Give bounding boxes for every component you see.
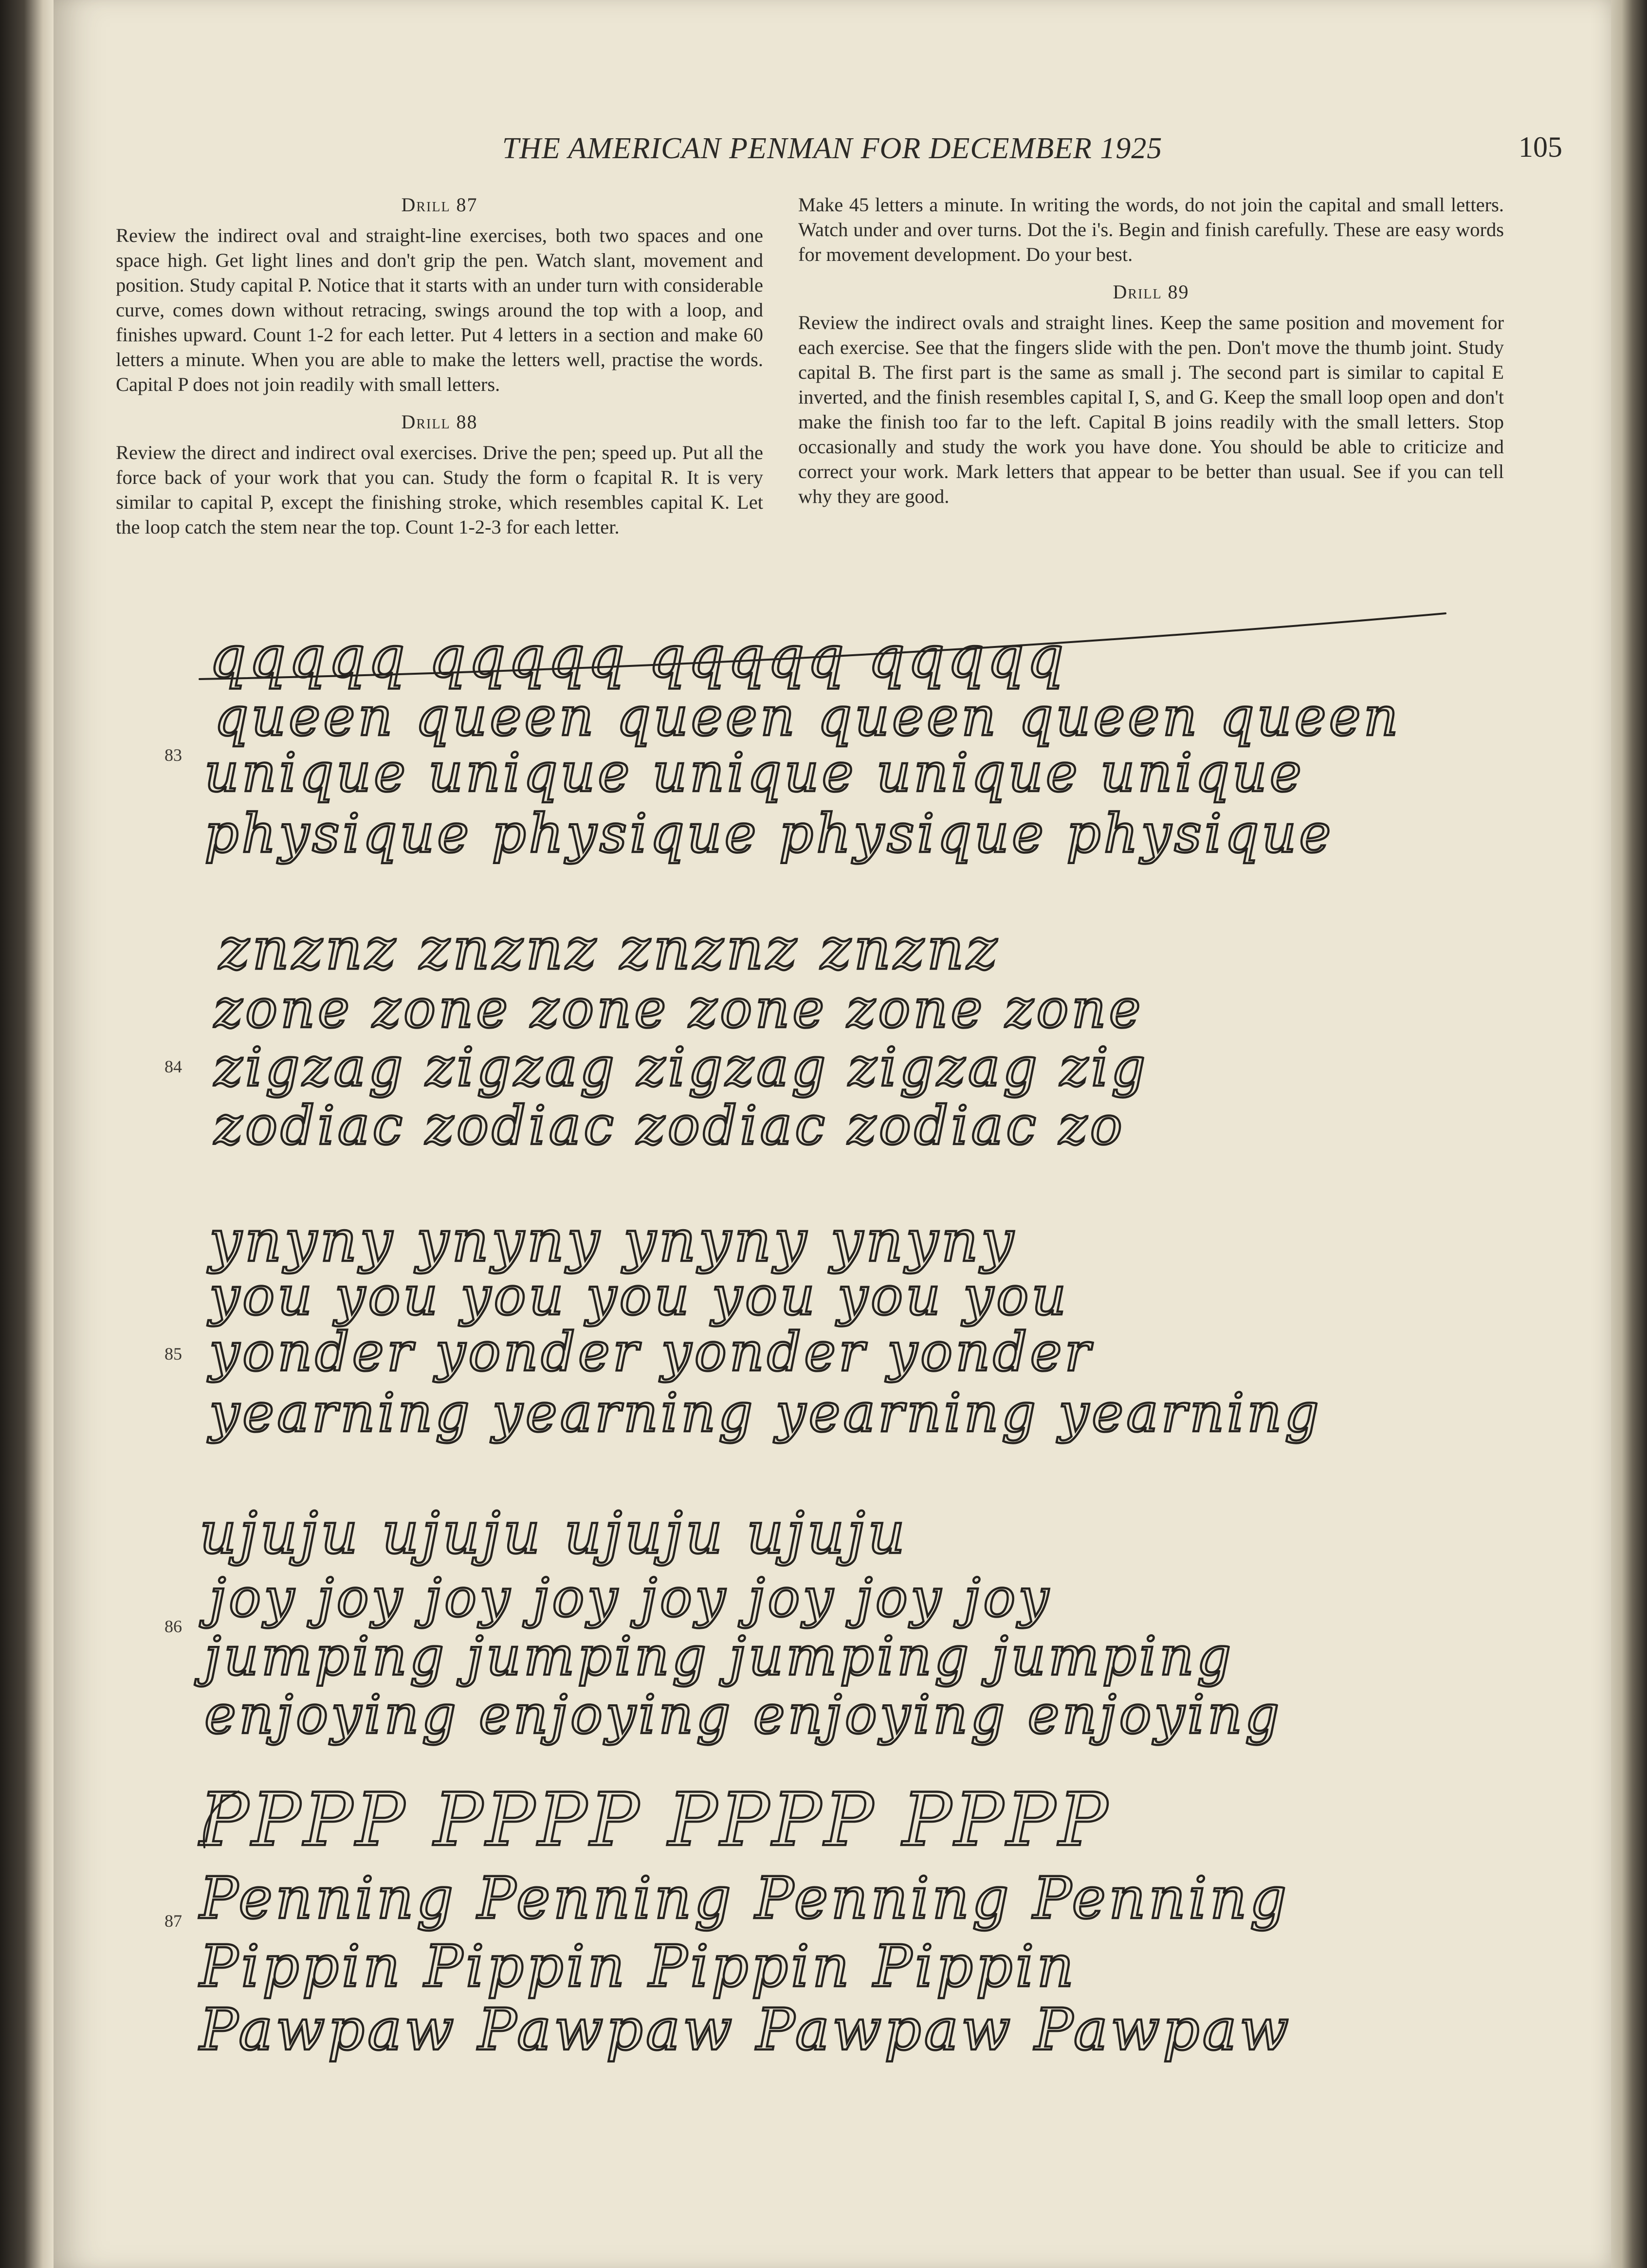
specimen-line: enjoying enjoying enjoying enjoying bbox=[204, 1683, 1282, 1746]
specimen-line: you you you you you you you bbox=[209, 1265, 1069, 1327]
specimen-number-84: 84 bbox=[165, 1057, 182, 1076]
specimen-line: zone zone zone zone zone zone bbox=[214, 977, 1144, 1040]
book-page bbox=[54, 0, 1611, 2268]
drill-87-text: Review the indirect oval and straight-line exercises, both two spaces and one space high. Get light lines and don't grip the pen. Watch slant, movement and position. Study capital P. Notice that it starts with an under turn with considerable curve, comes down without retracing, swings around the top with a loop, and finishes upward. Count 1-2 for each letter. Put 4 letters in a section and make 60 letters a minute. When you are able to make the letters well, practise the words. Capital P does not join readily with small letters. bbox=[116, 224, 763, 395]
specimen-line: zodiac zodiac zodiac zodiac zo bbox=[214, 1094, 1125, 1157]
specimen-line: ujuju ujuju ujuju ujuju bbox=[200, 1499, 908, 1567]
page-number: 105 bbox=[1519, 131, 1562, 163]
specimen-number-85: 85 bbox=[165, 1344, 182, 1364]
page-edge-shadow bbox=[1611, 0, 1647, 2268]
drill-89-title: Drill 89 bbox=[1113, 281, 1190, 303]
specimen-group-85 bbox=[207, 1207, 1322, 1444]
drill-89-text: Review the indirect ovals and straight lines. Keep the same position and movement for each exercise. See that the fingers slide with the pen. Don't move the thumb joint. Study capital B. The first part is the same as small j. The second part is similar to capital E inverted, and the finish resembles capital I, S, and G. Keep the small loop open and don't make the finish too far to the left. Capital B joins readily with the small letters. Stop occasionally and study the work you have done. You should be able to criticize and correct your work. Mark letters that appear to be better than usual. See if you can tell why they are good. bbox=[798, 312, 1504, 507]
drill-88-text: Review the direct and indirect oval exercises. Drive the pen; speed up. Put all the force back of your work that you can. Study the form o fcapital R. It is very similar to capital P, except the finishing stroke, which resembles capital K. Let the loop catch the stem near the top. Count 1-2-3 for each letter. bbox=[116, 442, 763, 538]
specimen-line: PPPP PPPP PPPP PPPP bbox=[200, 1778, 1111, 1862]
specimen-group-87 bbox=[198, 1778, 1292, 2063]
specimen-number-83: 83 bbox=[165, 745, 182, 765]
drill-88-continued-text: Make 45 letters a minute. In writing the words, do not join the capital and small letters. Watch under and over turns. Dot the i's. Begin and finish carefully. These are easy words for movement development. Do your best. bbox=[798, 194, 1504, 265]
specimen-number-86: 86 bbox=[165, 1617, 182, 1636]
drill-88-title: Drill 88 bbox=[401, 411, 478, 433]
specimen-line: jumping jumping jumping jumping bbox=[204, 1625, 1234, 1687]
specimen-line: Penning Penning Penning Penning bbox=[200, 1864, 1290, 1932]
handwriting-specimens bbox=[54, 0, 1611, 2268]
page-binding-shadow bbox=[0, 0, 54, 2268]
specimen-group-84 bbox=[213, 915, 1148, 1157]
specimen-line: yearning yearning yearning yearning bbox=[209, 1382, 1322, 1444]
specimen-group-86 bbox=[194, 1499, 1282, 1746]
specimen-line: zigzag zigzag zigzag zigzag zig bbox=[214, 1036, 1149, 1098]
specimen-line: ynyny ynyny ynyny ynyny bbox=[209, 1207, 1017, 1274]
specimen-line: yonder yonder yonder yonder bbox=[209, 1321, 1094, 1383]
drill-87-title: Drill 87 bbox=[401, 194, 478, 216]
specimen-number-87: 87 bbox=[165, 1911, 182, 1931]
specimen-line: Pawpaw Pawpaw Pawpaw Pawpaw bbox=[200, 1996, 1292, 2063]
specimen-group-83 bbox=[204, 623, 1401, 865]
specimen-line: queen queen queen queen queen queen bbox=[214, 685, 1401, 748]
specimen-line: unique unique unique unique unique bbox=[204, 741, 1305, 804]
specimen-line: znznz znznz znznz znznz bbox=[219, 915, 1000, 982]
specimen-line: joy joy joy joy joy joy joy joy bbox=[209, 1567, 1052, 1629]
running-title: THE AMERICAN PENMAN FOR DECEMBER 1925 bbox=[502, 132, 1163, 165]
specimen-line: Pippin Pippin Pippin Pippin bbox=[200, 1933, 1077, 2000]
specimen-line: qqqqq qqqqq qqqqq qqqqq bbox=[209, 623, 1067, 690]
specimen-line: physique physique physique physique bbox=[204, 802, 1334, 865]
